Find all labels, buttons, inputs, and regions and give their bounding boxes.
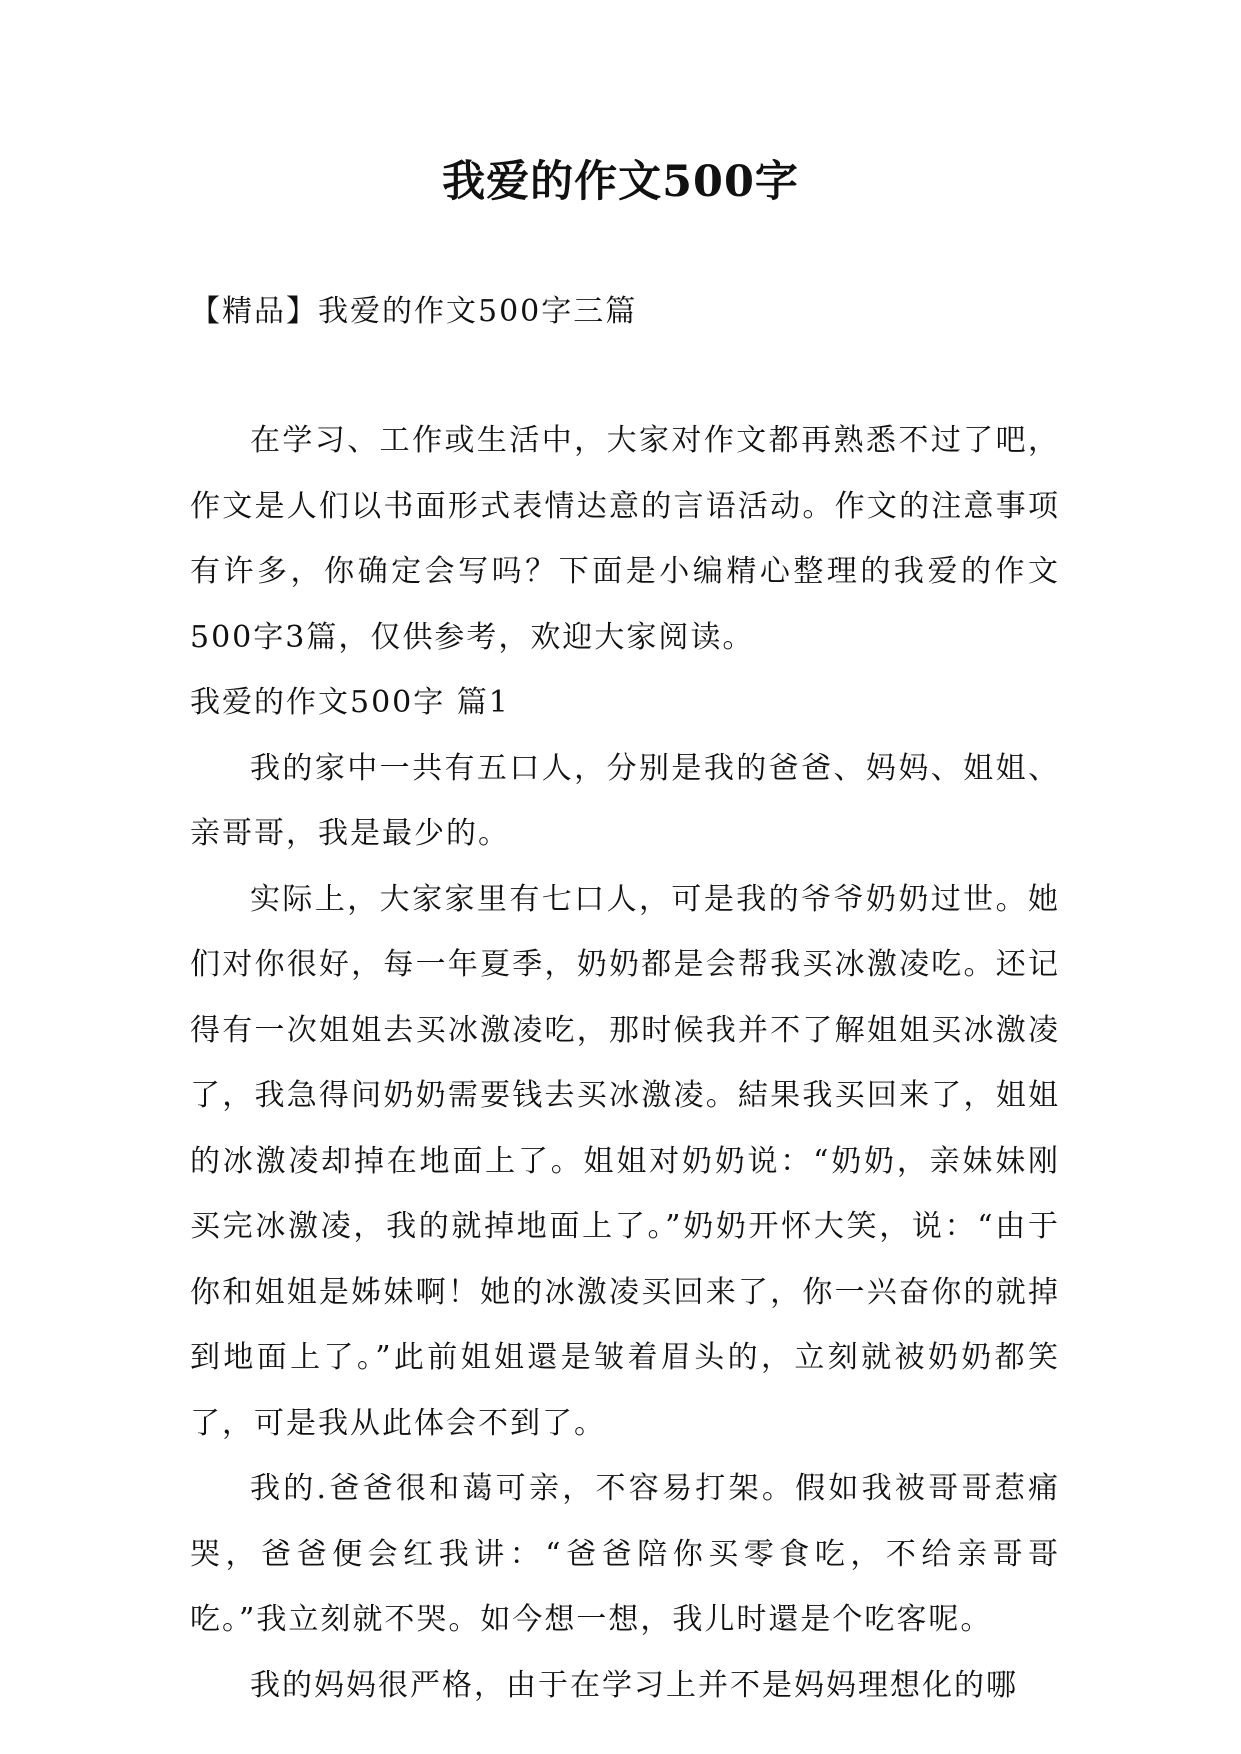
document-title: 我爱的作文500字 (442, 157, 799, 207)
body-paragraph: 实际上，大家家里有七口人，可是我的爷爷奶奶过世。她们对你很好，每一年夏季，奶奶都是会帮我买冰激凌吃。还记得有一次姐姐去买冰激凌吃，那时候我并不了解姐姐买冰激凌了，我急得问奶奶需要钱去买冰激凌。結果我买回来了，姐姐的冰激凌却掉在地面上了。姐姐对奶奶说：“奶奶，亲妹妹刚买完冰激凌，我的就掉地面上了。”奶奶开怀大笑，说：“由于你和姐姐是姊妹啊！她的冰激凌买回来了，你一兴奋你的就掉到地面上了。”此前姐姐還是皱着眉头的，立刻就被奶奶都笑了，可是我从此体会不到了。 (190, 881, 1060, 1441)
body-paragraph: 我的妈妈很严格，由于在学习上并不是妈妈理想化的哪 (250, 1667, 1018, 1703)
document-body (190, 408, 1060, 1718)
document-subtitle: 【精品】我爱的作文500字三篇 (190, 294, 638, 329)
section-heading: 我爱的作文500字 篇1 (190, 685, 510, 720)
body-paragraph: 我的家中一共有五口人，分别是我的爸爸、妈妈、姐姐、亲哥哥，我是最少的。 (190, 750, 1060, 851)
intro-paragraph: 在学习、工作或生活中，大家对作文都再熟悉不过了吧，作文是人们以书面形式表情达意的言语活动。作文的注意事项有许多，你确定会写吗？下面是小编精心整理的我爱的作文500字3篇，仅供参考，欢迎大家阅读。 (190, 423, 1060, 655)
body-paragraph: 我的.爸爸很和蔼可亲，不容易打架。假如我被哥哥惹痛哭，爸爸便会红我讲：“爸爸陪你买零食吃，不给亲哥哥吃。”我立刻就不哭。如今想一想，我儿时還是个吃客呢。 (190, 1471, 1060, 1637)
